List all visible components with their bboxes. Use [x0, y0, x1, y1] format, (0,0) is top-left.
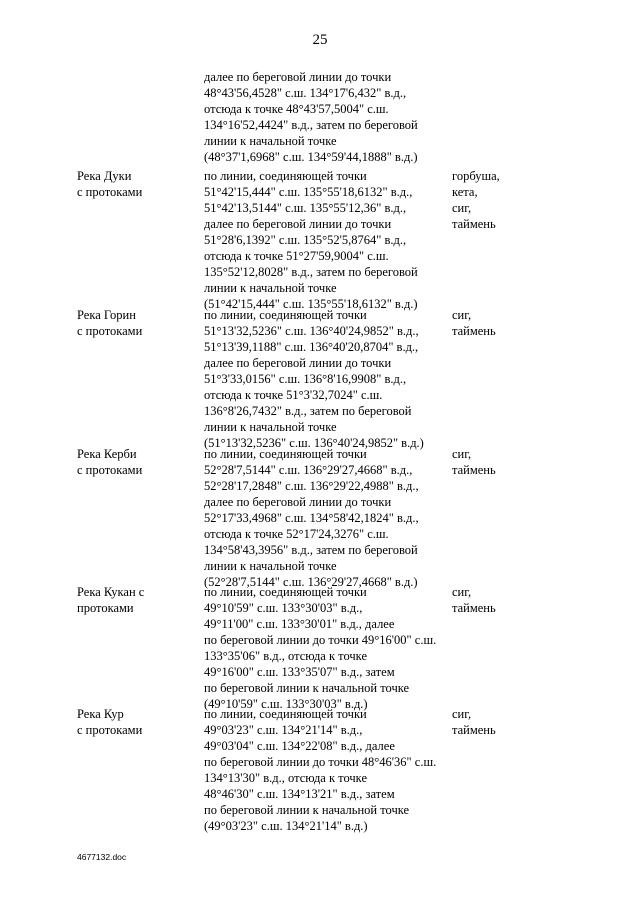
description-line: отсюда к точке 51°3'32,7024" с.ш. — [204, 388, 383, 402]
description-line: линии к начальной точке — [204, 420, 337, 434]
description-line: по береговой линии до точки 49°16'00" с.ш. — [204, 633, 437, 647]
description-line: отсюда к точке 51°27'59,9004" с.ш. — [204, 249, 389, 263]
boundary-description — [204, 706, 444, 834]
description-line: 52°28'17,2848" с.ш. 136°29'22,4988" в.д., — [204, 479, 419, 493]
river-name-line: с протоками — [77, 185, 143, 199]
fish-species — [452, 446, 562, 478]
description-line: 51°42'13,5144" с.ш. 135°55'12,36" в.д., — [204, 201, 407, 215]
fish-line: таймень — [452, 601, 496, 615]
fish-line: таймень — [452, 217, 496, 231]
boundary-description — [204, 307, 444, 451]
description-line: по береговой линии до точки 48°46'36" с.ш. — [204, 755, 437, 769]
description-line: 49°16'00" с.ш. 133°35'07" в.д., затем — [204, 665, 395, 679]
description-line: по линии, соединяющей точки — [204, 585, 367, 599]
description-line: (51°13'32,5236" с.ш. 136°40'24,9852" в.д.) — [204, 436, 424, 450]
river-name — [77, 446, 192, 478]
description-line: 49°03'04" с.ш. 134°22'08" в.д., далее — [204, 739, 395, 753]
river-name-line: Река Дуки — [77, 169, 132, 183]
continuation-description — [204, 69, 444, 165]
description-line: 51°13'32,5236" с.ш. 136°40'24,9852" в.д., — [204, 324, 419, 338]
river-name — [77, 307, 192, 339]
description-line: отсюда к точке 48°43'57,5004" с.ш. — [204, 102, 389, 116]
page-number: 25 — [312, 32, 328, 48]
description-line: 136°8'26,7432" в.д., затем по береговой — [204, 404, 412, 418]
fish-line: сиг, — [452, 707, 472, 721]
description-line: по береговой линии к начальной точке — [204, 681, 410, 695]
river-name-line: Река Кукан с — [77, 585, 145, 599]
fish-species — [452, 168, 562, 232]
description-line: 49°11'00" с.ш. 133°30'01" в.д., далее — [204, 617, 395, 631]
fish-species — [452, 706, 562, 738]
description-line: 133°35'06" в.д., отсюда к точке — [204, 649, 367, 663]
description-line: 49°03'23" с.ш. 134°21'14" в.д., — [204, 723, 363, 737]
description-line: далее по береговой линии до точки — [204, 495, 392, 509]
description-line: 135°52'12,8028" в.д., затем по береговой — [204, 265, 418, 279]
fish-line: таймень — [452, 324, 496, 338]
description-line: (49°10'59" с.ш. 133°30'03" в.д.) — [204, 697, 368, 711]
boundary-description — [204, 584, 444, 712]
description-line: 134°16'52,4424" в.д., затем по береговой — [204, 118, 418, 132]
fish-line: таймень — [452, 723, 496, 737]
fish-line: таймень — [452, 463, 496, 477]
description-line: 51°13'39,1188" с.ш. 136°40'20,8704" в.д., — [204, 340, 419, 354]
boundary-description — [204, 168, 444, 312]
fish-line: кета, — [452, 185, 478, 199]
river-name-line: Река Кур — [77, 707, 124, 721]
description-line: далее по береговой линии до точки — [204, 217, 392, 231]
description-line: 48°46'30" с.ш. 134°13'21" в.д., затем — [204, 787, 395, 801]
description-line: по линии, соединяющей точки — [204, 707, 367, 721]
description-line: по линии, соединяющей точки — [204, 447, 367, 461]
description-line: 134°13'30" в.д., отсюда к точке — [204, 771, 367, 785]
river-name — [77, 168, 192, 200]
fish-line: сиг, — [452, 201, 472, 215]
description-line: по линии, соединяющей точки — [204, 308, 367, 322]
description-line: по береговой линии к начальной точке — [204, 803, 410, 817]
description-line: линии к начальной точке — [204, 134, 337, 148]
fish-line: сиг, — [452, 308, 472, 322]
river-name — [77, 706, 192, 738]
description-line: линии к начальной точке — [204, 281, 337, 295]
description-line: 52°28'7,5144" с.ш. 136°29'27,4668" в.д., — [204, 463, 413, 477]
description-line: 51°28'6,1392" с.ш. 135°52'5,8764" в.д., — [204, 233, 407, 247]
river-name-line: с протоками — [77, 463, 143, 477]
fish-line: сиг, — [452, 585, 472, 599]
fish-line: сиг, — [452, 447, 472, 461]
description-line: линии к начальной точке — [204, 559, 337, 573]
description-line: 48°43'56,4528" с.ш. 134°17'6,432" в.д., — [204, 86, 407, 100]
fish-species — [452, 307, 562, 339]
river-name-line: Река Горин — [77, 308, 136, 322]
description-line: 51°42'15,444" с.ш. 135°55'18,6132" в.д., — [204, 185, 413, 199]
description-line: 134°58'43,3956" в.д., затем по береговой — [204, 543, 418, 557]
description-line: далее по береговой линии до точки — [204, 70, 392, 84]
description-line: по линии, соединяющей точки — [204, 169, 367, 183]
river-name — [77, 584, 192, 616]
description-line: (52°28'7,5144" с.ш. 136°29'27,4668" в.д.) — [204, 575, 418, 589]
river-name-line: протоками — [77, 601, 134, 615]
description-line: (51°42'15,444" с.ш. 135°55'18,6132" в.д.) — [204, 297, 418, 311]
fish-line: горбуша, — [452, 169, 500, 183]
description-line: 51°3'33,0156" с.ш. 136°8'16,9908" в.д., — [204, 372, 407, 386]
document-footer: 4677132.doc — [77, 852, 127, 862]
description-line: 52°17'33,4968" с.ш. 134°58'42,1824" в.д., — [204, 511, 419, 525]
river-name-line: с протоками — [77, 723, 143, 737]
description-line: 49°10'59" с.ш. 133°30'03" в.д., — [204, 601, 363, 615]
fish-species — [452, 584, 562, 616]
river-name-line: с протоками — [77, 324, 143, 338]
river-name-line: Река Керби — [77, 447, 137, 461]
description-line: (48°37'1,6968" с.ш. 134°59'44,1888" в.д.) — [204, 150, 418, 164]
description-line: (49°03'23" с.ш. 134°21'14" в.д.) — [204, 819, 368, 833]
description-line: отсюда к точке 52°17'24,3276" с.ш. — [204, 527, 389, 541]
description-line: далее по береговой линии до точки — [204, 356, 392, 370]
boundary-description — [204, 446, 444, 590]
